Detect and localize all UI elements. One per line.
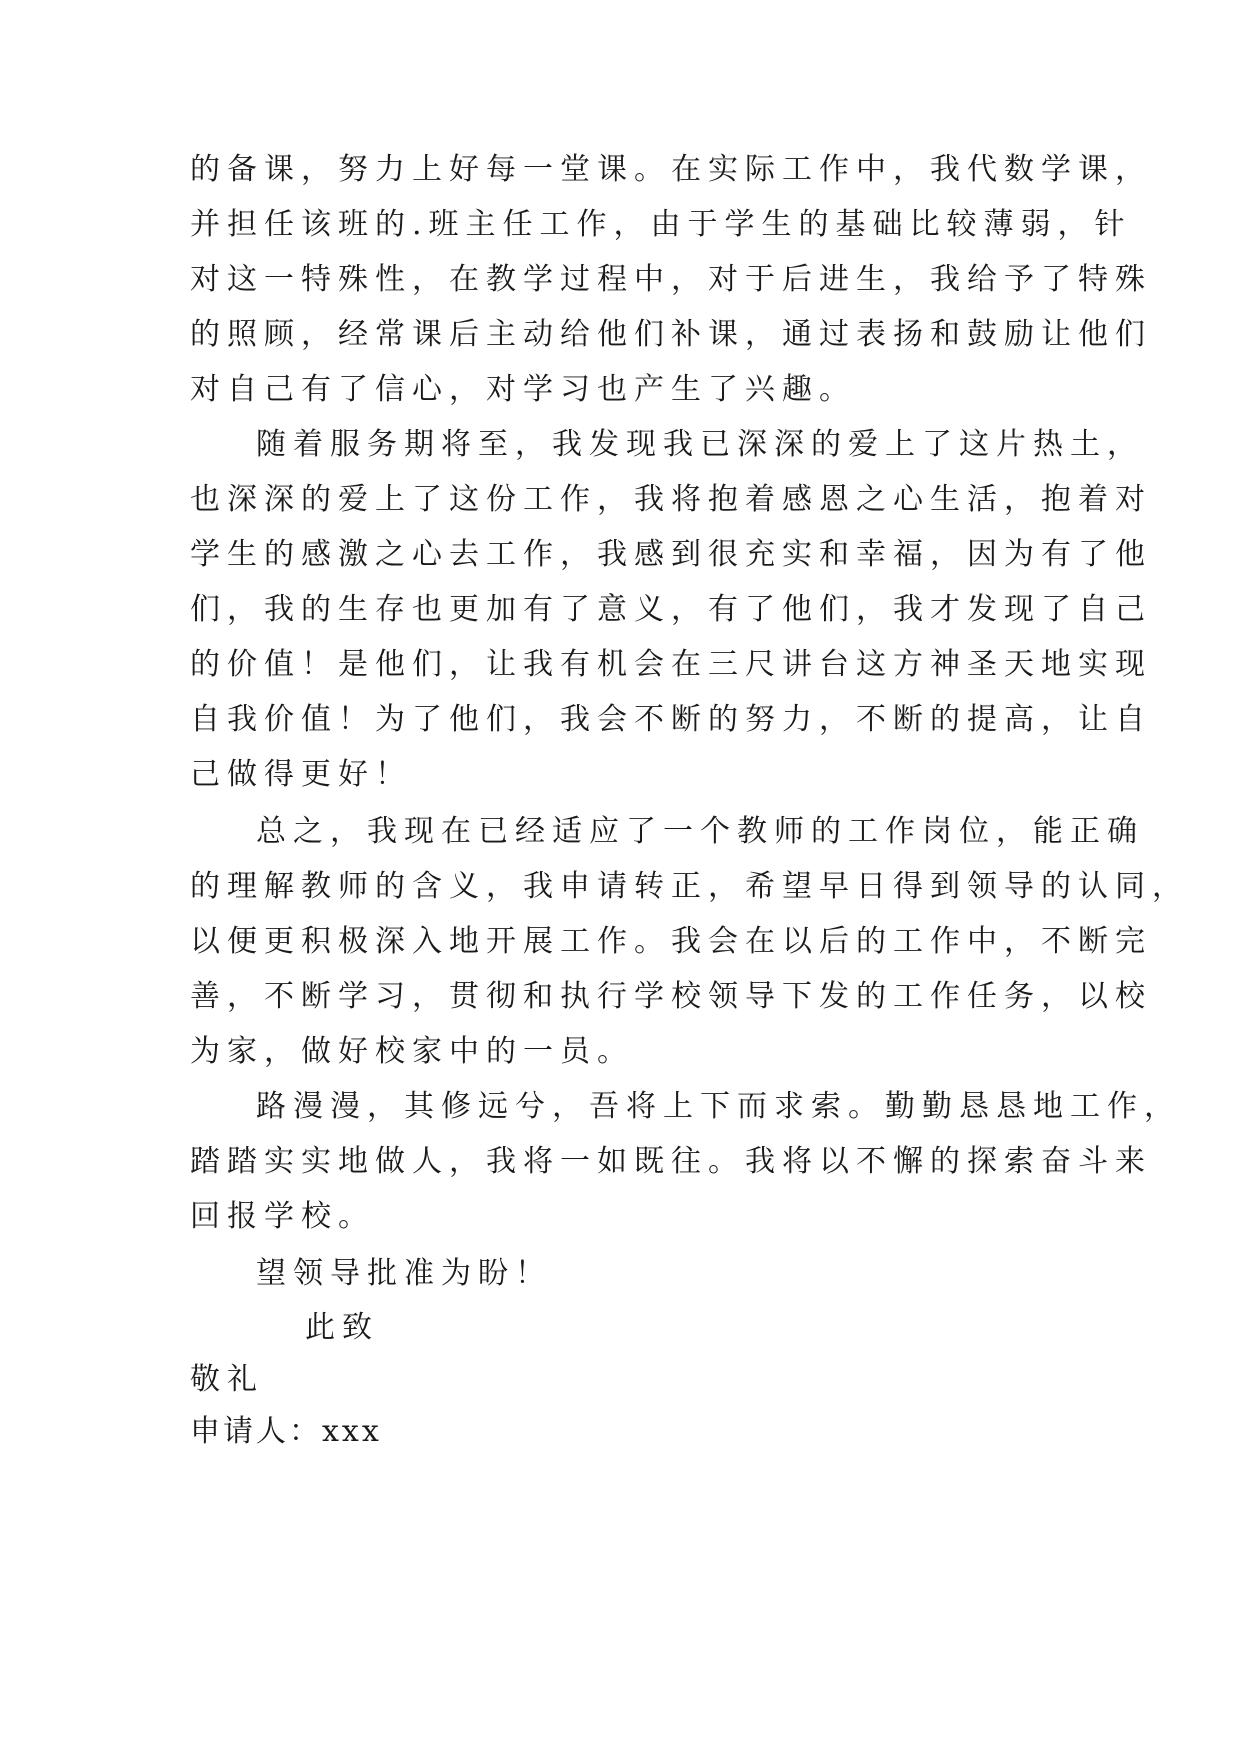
paragraph-start-line: 随着服务期将至，我发现我已深深的爱上了这片热土， [256, 427, 1144, 462]
body-line: 的价值！是他们，让我有机会在三尺讲台这方神圣天地实现 [190, 647, 1152, 682]
body-line: 的备课，努力上好每一堂课。在实际工作中，我代数学课， [190, 152, 1152, 187]
body-line: 踏踏实实地做人，我将一如既往。我将以不懈的探索奋斗来 [190, 1144, 1152, 1179]
body-line: 的照顾，经常课后主动给他们补课，通过表扬和鼓励让他们 [190, 317, 1152, 352]
body-line: 以便更积极深入地开展工作。我会在以后的工作中，不断完 [190, 924, 1152, 959]
applicant-signature: 申请人：xxx [190, 1414, 382, 1449]
body-line: 自我价值！为了他们，我会不断的努力，不断的提高，让自 [190, 702, 1152, 737]
body-line: 对自己有了信心，对学习也产生了兴趣。 [190, 372, 856, 407]
body-line: 善，不断学习，贯彻和执行学校领导下发的工作任务，以校 [190, 979, 1152, 1014]
body-line: 也深深的爱上了这份工作，我将抱着感恩之心生活，抱着对 [190, 482, 1152, 517]
paragraph-start-line: 路漫漫，其修远兮，吾将上下而求索。勤勤恳恳地工作， [256, 1089, 1181, 1124]
body-line: 学生的感激之心去工作，我感到很充实和幸福，因为有了他 [190, 537, 1152, 572]
body-line: 己做得更好！ [190, 757, 412, 792]
closing-request: 望领导批准为盼！ [256, 1256, 552, 1291]
body-line: 并担任该班的.班主任工作，由于学生的基础比较薄弱，针 [190, 207, 1132, 242]
paragraph-start-line: 总之，我现在已经适应了一个教师的工作岗位，能正确 [256, 814, 1144, 849]
body-line: 为家，做好校家中的一员。 [190, 1034, 634, 1069]
body-line: 们，我的生存也更加有了意义，有了他们，我才发现了自己 [190, 592, 1152, 627]
body-line: 对这一特殊性，在教学过程中，对于后进生，我给予了特殊 [190, 262, 1152, 297]
body-line: 的理解教师的含义，我申请转正，希望早日得到领导的认同， [190, 869, 1189, 904]
body-line: 回报学校。 [190, 1199, 375, 1234]
salutation-cizhi: 此致 [305, 1310, 379, 1345]
salutation-jingli: 敬礼 [190, 1362, 264, 1397]
